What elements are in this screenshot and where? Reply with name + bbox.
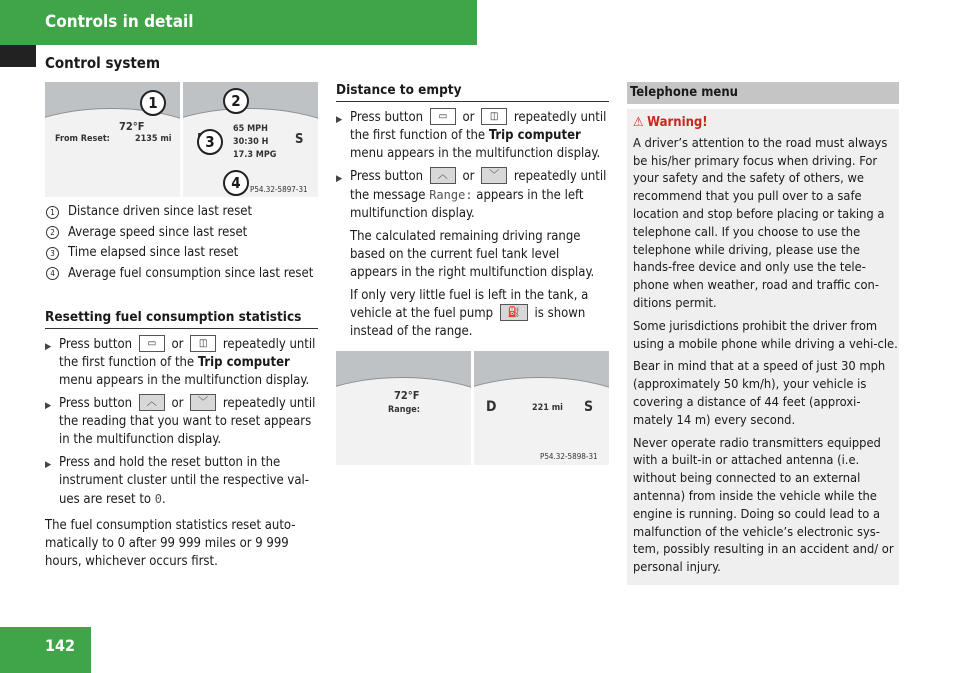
resetting-step-2 — [45, 395, 319, 449]
bullet-triangle-icon: ▶ — [45, 460, 52, 470]
up-arrow-button-icon: ︿ — [430, 167, 456, 184]
warning-title-row — [633, 114, 899, 132]
bullet-triangle-icon: ▶ — [45, 342, 52, 352]
legend-text: Distance driven since last reset — [68, 204, 253, 219]
figure2-d-letter: D — [486, 399, 497, 415]
reset-value: 0 — [154, 492, 163, 506]
warning-paragraph-1: A driver’s attention to the road must always be his/her primary focus when driving. For your safety and the safety of others, we recommend that you pull over to a safe location and stop before placing or taking a telephone call. If you choose to use the telephone while driving, please use the hands-free device and only use the tele-phone when weather, road and traffic con-ditions permit. — [633, 135, 888, 311]
range-message: Range: — [429, 188, 473, 202]
resetting-note: The fuel consumption statistics reset auto-matically to 0 after 99 999 miles or 9 999 hours, whichever occurs first. — [45, 518, 296, 569]
paragraph-text: is shown instead of the range. — [350, 306, 586, 339]
resetting-step-3 — [45, 454, 319, 509]
distance-heading: Distance to empty — [336, 82, 609, 102]
distance-steps — [336, 109, 610, 346]
step-text: repeatedly until the first function of the — [350, 110, 607, 143]
fuel-pump-icon: ⛽ — [500, 304, 528, 321]
chapter-tab-marker — [0, 45, 36, 67]
figure1-time: 30:30 H — [233, 137, 269, 147]
legend-text: Average speed since last reset — [68, 224, 248, 240]
down-arrow-button-icon: ﹀ — [481, 167, 507, 184]
step-text: repeatedly until the reading that you want to reset appears in the multifunction display. — [59, 396, 316, 447]
step-text: Press button — [350, 110, 424, 125]
range-left-figure — [336, 351, 471, 465]
callout-4: 4 — [223, 170, 249, 196]
bullet-triangle-icon: ▶ — [45, 401, 52, 411]
figure2-code: P54.32-5898-31 — [540, 452, 598, 461]
step-text: Press button — [59, 337, 133, 352]
figure2-range-value: 221 mi — [532, 403, 563, 413]
step-or: or — [462, 110, 475, 125]
figure1-from-reset-label: From Reset: — [55, 134, 110, 144]
warning-paragraph-2: Some jurisdictions prohibit the driver from using a mobile phone while driving a vehi-cle. — [633, 318, 898, 352]
step-text: repeatedly until the first function of the — [59, 337, 316, 370]
legend-number: 3 — [46, 247, 59, 260]
section-title: Control system — [45, 54, 161, 72]
callout-3: 3 — [197, 129, 223, 155]
warning-paragraph-4: Never operate radio transmitters equipped with a built-in or attached antenna (i.e. without being connected to an external antenna) from inside the vehicle while the engine is running. Doing so could lead to a malfunction of the vehicle’s electronic sys-tem, possibly resulting in an accident and/ or personal injury. — [633, 435, 894, 576]
legend-item — [45, 202, 325, 223]
step-text: appears in the left multifunction display. — [350, 188, 584, 221]
figure2-range-label: Range: — [388, 405, 420, 415]
distance-paragraph-2 — [350, 287, 610, 341]
display-button-icon: ▭ — [139, 335, 165, 352]
figure1-speed: 65 MPH — [233, 124, 268, 134]
figure1-fuel: 17.3 MPG — [233, 150, 277, 160]
figure2-temp: 72°F — [394, 389, 420, 402]
step-or: or — [171, 337, 184, 352]
step-text: Press button — [350, 169, 424, 184]
trip-stats-left-figure — [45, 82, 180, 197]
figure1-s-letter: S — [295, 132, 304, 147]
legend-item — [45, 223, 325, 244]
figure2-s-letter: S — [584, 399, 594, 415]
step-text: Press and hold the reset button in the instrument cluster until the respective val-ues are reset to — [59, 455, 309, 507]
legend-text: Average fuel consumption since last reset — [68, 265, 314, 281]
step-or: or — [462, 169, 475, 184]
display-back-button-icon: ◫ — [481, 108, 507, 125]
figure1-legend — [45, 202, 325, 284]
warning-triangle-icon: ⚠ — [633, 115, 644, 130]
legend-item — [45, 243, 325, 264]
warning-title: Warning! — [647, 115, 708, 130]
trip-computer-term: Trip computer — [488, 128, 581, 143]
telephone-heading-text: Telephone menu — [630, 85, 738, 100]
legend-number: 1 — [46, 206, 59, 219]
resetting-step-1 — [45, 336, 319, 390]
callout-2: 2 — [223, 88, 249, 114]
figure1-code: P54.32-5897-31 — [250, 185, 308, 194]
figure1-temp: 72°F — [119, 120, 145, 133]
step-text: menu appears in the multifunction display. — [350, 146, 601, 161]
up-arrow-button-icon: ︿ — [139, 394, 165, 411]
distance-explanation — [336, 228, 610, 341]
bullet-triangle-icon: ▶ — [336, 115, 343, 125]
paragraph-text: If only very little fuel is left in the tank, a vehicle at the fuel pump — [350, 288, 589, 321]
step-or: or — [171, 396, 184, 411]
callout-1: 1 — [140, 90, 166, 116]
legend-item — [45, 264, 325, 285]
step-text: Press button — [59, 396, 133, 411]
down-arrow-button-icon: ﹀ — [190, 394, 216, 411]
page-header-title: Controls in detail — [45, 12, 194, 32]
step-text: . — [162, 492, 166, 507]
distance-step-2 — [336, 168, 610, 223]
step-text: menu appears in the multifunction display. — [59, 373, 310, 388]
legend-number: 2 — [46, 226, 59, 239]
range-right-figure — [474, 351, 609, 465]
bullet-triangle-icon: ▶ — [336, 174, 343, 184]
display-button-icon: ▭ — [430, 108, 456, 125]
warning-content — [627, 114, 899, 582]
page-number: 142 — [45, 636, 76, 655]
resetting-heading: Resetting fuel consumption statistics — [45, 309, 318, 329]
distance-paragraph-1: The calculated remaining driving range based on the current fuel tank level appears in the right multifunction display. — [350, 229, 595, 280]
trip-computer-term: Trip computer — [197, 355, 290, 370]
legend-text: Time elapsed since last reset — [68, 245, 239, 260]
distance-step-1 — [336, 109, 610, 163]
display-back-button-icon: ◫ — [190, 335, 216, 352]
telephone-menu-heading — [627, 82, 899, 104]
legend-number: 4 — [46, 267, 59, 280]
resetting-steps — [45, 336, 319, 576]
step-text: repeatedly until the message — [350, 169, 607, 203]
figure1-distance-value: 2135 mi — [135, 134, 172, 144]
trip-stats-right-figure — [183, 82, 318, 197]
warning-paragraph-3: Bear in mind that at a speed of just 30 mph (approximately 50 km/h), your vehicle is covering a distance of 44 feet (approxi-mately 14 m) every second. — [633, 359, 886, 428]
